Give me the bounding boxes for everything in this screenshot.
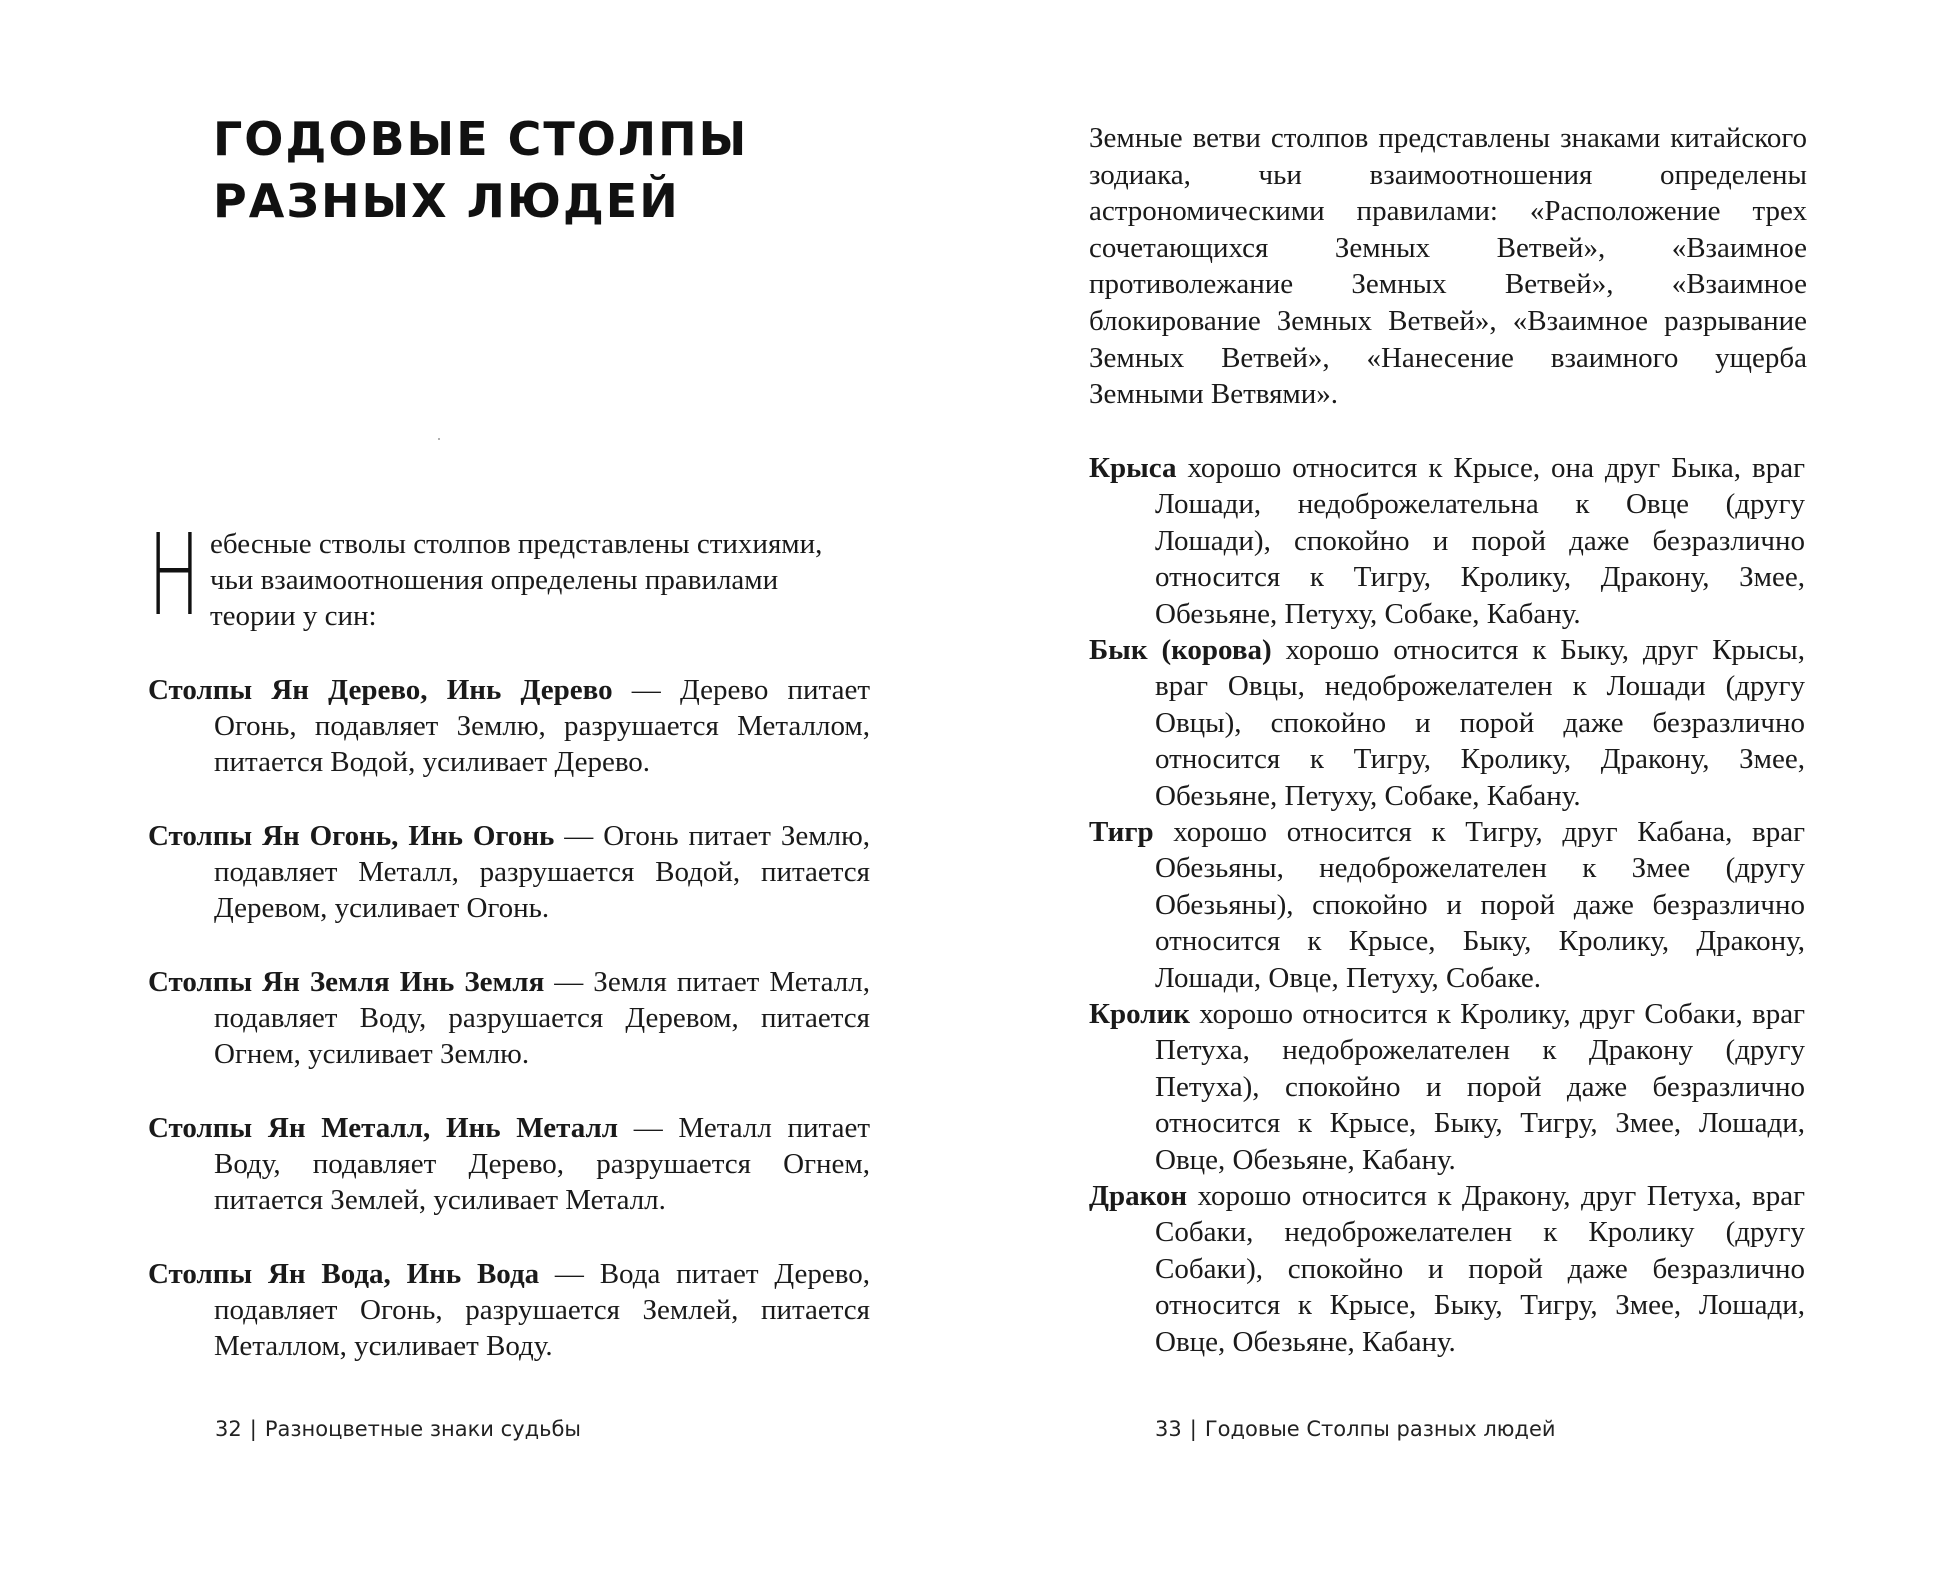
pillar-term: Столпы Ян Дерево, Инь Дерево — [148, 674, 613, 706]
right-page — [967, 0, 1934, 1570]
pillar-text: — Металл питает Воду, подавляет Дерево, разрушается Огнем, питается Землей, усиливает Металл. — [214, 1112, 870, 1216]
zodiac-text: хорошо относится к Кролику, друг Собаки, враг Петуха, недоброжелателен к Дракону (другу Петуха), спокойно и порой даже безразлично относится к Крысе, Быку, Тигру, Змее, Лошади, Овце, Обезьяне, Кабану. — [1155, 998, 1805, 1176]
pillar-entry-wood — [148, 672, 870, 780]
running-title: Годовые Столпы разных людей — [1204, 1417, 1556, 1441]
right-intro-paragraph: Земные ветви столпов представлены знаками китайского зодиака, чьи взаимоотношения определены астрономическими правилами: «Расположение трех сочетающихся Земных Ветвей», «Взаимное противолежание Земных Ветвей», «Взаимное блокирование Земных Ветвей», «Взаимное разрывание Земных Ветвей», «Нанесение взаимного ущерба Земными Ветвями». — [1089, 122, 1807, 411]
zodiac-entry-ox — [1089, 632, 1805, 814]
left-folio — [215, 1415, 581, 1443]
zodiac-entry-tiger — [1089, 814, 1805, 996]
folio-separator: | — [249, 1417, 257, 1441]
pillar-term: Столпы Ян Земля Инь Земля — [148, 966, 545, 998]
pillar-entry-metal — [148, 1110, 870, 1218]
pillar-term: Столпы Ян Вода, Инь Вода — [148, 1258, 540, 1290]
pillar-term: Столпы Ян Огонь, Инь Огонь — [148, 820, 555, 852]
pillar-term: Столпы Ян Металл, Инь Металл — [148, 1112, 619, 1144]
intro-paragraph — [148, 511, 868, 641]
pillar-text: — Огонь питает Землю, подавляет Металл, разрушается Водой, питается Деревом, усиливает Огонь. — [214, 820, 870, 924]
print-speck — [438, 438, 440, 440]
zodiac-entry-rabbit — [1089, 996, 1805, 1178]
zodiac-text: хорошо относится к Крысе, она друг Быка, враг Лошади, недоброжелательна к Овце (другу Лошади), спокойно и порой даже безразлично относится к Тигру, Кролику, Дракону, Змее, Обезьяне, Петуху, Собаке, Кабану. — [1155, 452, 1805, 630]
zodiac-term: Тигр — [1089, 816, 1154, 848]
zodiac-term: Дракон — [1089, 1180, 1188, 1212]
chapter-title-line-1: ГОДОВЫЕ СТОЛПЫ — [213, 112, 749, 166]
page-number: 33 — [1155, 1417, 1182, 1441]
intro-text: ебесные стволы столпов представлены стихиями, чьи взаимоотношения определены правилами теории у син: — [210, 528, 823, 632]
pillar-text: — Земля питает Металл, подавляет Воду, разрушается Деревом, питается Огнем, усиливает Землю. — [214, 966, 870, 1070]
right-folio — [1155, 1415, 1556, 1443]
chapter-title-line-2: РАЗНЫХ ЛЮДЕЙ — [213, 174, 680, 228]
zodiac-text: хорошо относится к Быку, друг Крысы, враг Овцы, недоброжелателен к Лошади (другу Овцы), спокойно и порой даже безразлично относится к Тигру, Кролику, Дракону, Змее, Обезьяне, Петуху, Собаке, Кабану. — [1155, 634, 1806, 812]
page-number: 32 — [215, 1417, 242, 1441]
zodiac-text: хорошо относится к Дракону, друг Петуха, враг Собаки, недоброжелателен к Кролику (другу Собаки), спокойно и порой даже безразлично относится к Крысе, Быку, Тигру, Змее, Лошади, Овце, Обезьяне, Кабану. — [1155, 1180, 1805, 1358]
zodiac-text: хорошо относится к Тигру, друг Кабана, враг Обезьяны, недоброжелателен к Змее (другу Обезьяны), спокойно и порой даже безразлично относится к Крысе, Быку, Кролику, Дракону, Лошади, Овце, Петуху, Собаке. — [1153, 816, 1805, 994]
pillar-entry-fire — [148, 818, 870, 926]
zodiac-term: Кролик — [1089, 998, 1190, 1030]
chapter-title — [213, 108, 748, 232]
pillar-text: — Вода питает Дерево, подавляет Огонь, разрушается Землей, питается Металлом, усиливает Воду. — [214, 1258, 870, 1362]
folio-separator: | — [1189, 1417, 1197, 1441]
running-title: Разноцветные знаки судьбы — [264, 1417, 581, 1441]
pillar-entry-water — [148, 1256, 870, 1364]
zodiac-entry-rat — [1089, 450, 1805, 632]
pillar-entry-earth — [148, 964, 870, 1072]
zodiac-entry-dragon — [1089, 1178, 1805, 1360]
zodiac-term: Крыса — [1089, 452, 1177, 484]
drop-cap: Н — [148, 511, 201, 641]
pillar-text: — Дерево питает Огонь, подавляет Землю, разрушается Металлом, питается Водой, усиливает Дерево. — [214, 674, 870, 778]
zodiac-term: Бык (корова) — [1089, 634, 1272, 666]
